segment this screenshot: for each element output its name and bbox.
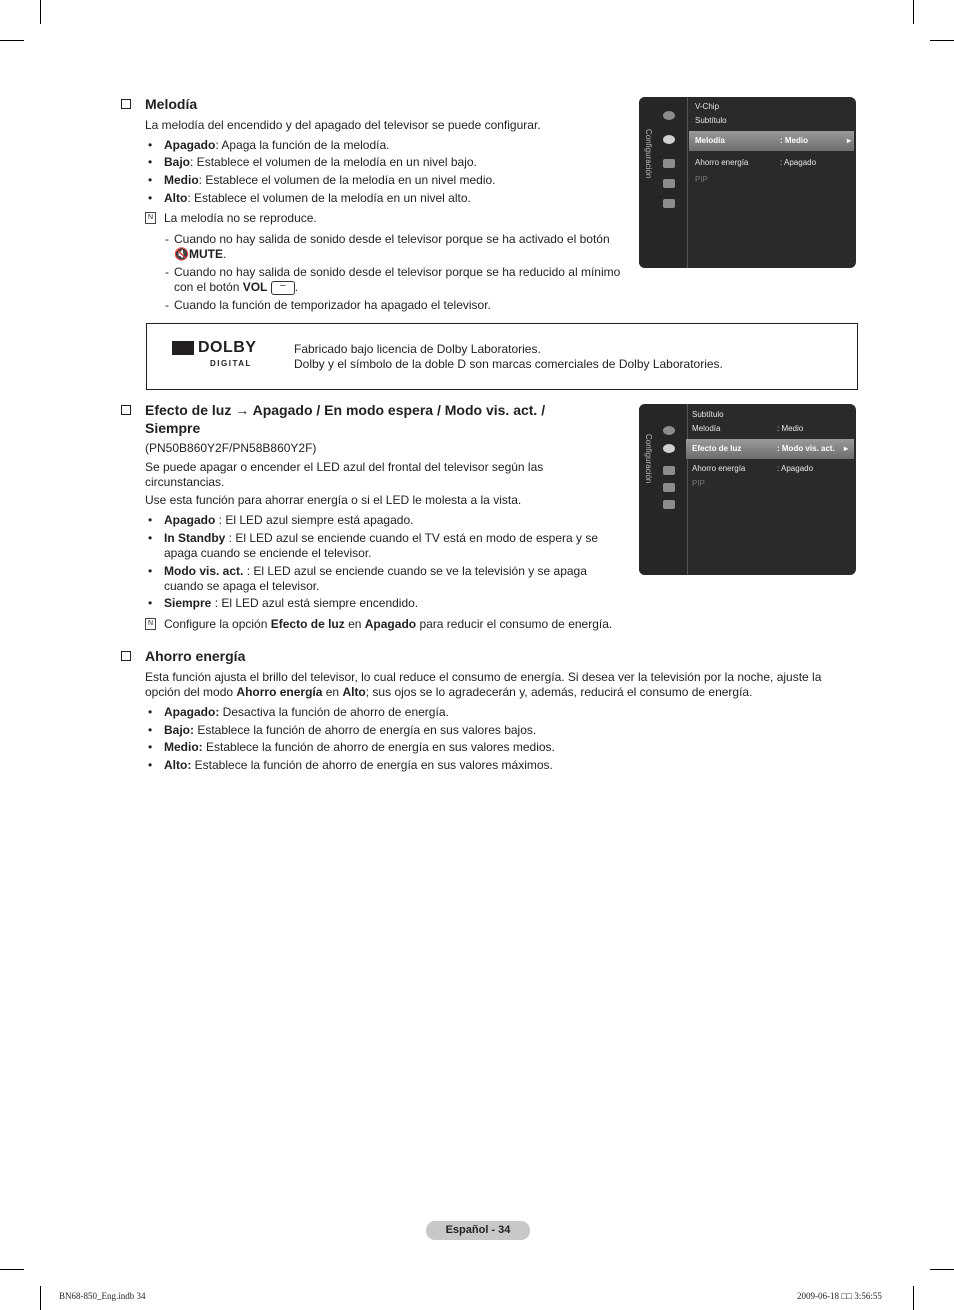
- note-icon: N: [145, 618, 156, 630]
- item-desc-cont: cuando se apaga el televisor.: [164, 579, 320, 593]
- item-desc: : El LED azul se enciende cuando se ve la televisión y se apaga: [243, 564, 587, 578]
- mute-label: MUTE: [188, 247, 223, 261]
- item-desc: Establece la función de ahorro de energía en sus valores medios.: [202, 740, 555, 754]
- item-desc-cont: apaga cuando se enciende el televisor.: [164, 546, 372, 560]
- menu-row-label: Melodía: [695, 136, 725, 145]
- vol-line: con el botón VOL – .: [174, 279, 299, 294]
- item-term: Siempre: [164, 596, 212, 610]
- paragraph: Se puede apagar o encender el LED azul del frontal del televisor según las: [145, 460, 544, 474]
- picture-icon: [663, 426, 675, 435]
- item-desc: : El LED azul siempre está apagado.: [215, 513, 414, 527]
- arrow-right-icon: ▸: [847, 136, 852, 145]
- section-title-text: Ahorro energía: [145, 648, 246, 664]
- menu-row-value: : Medio: [777, 424, 804, 433]
- application-icon: [663, 179, 675, 188]
- crop-mark: [40, 0, 41, 24]
- menu-row-label: V-Chip: [695, 102, 720, 111]
- paragraph: circunstancias.: [145, 475, 225, 489]
- checkbox-bullet-icon: [121, 405, 131, 415]
- item-term: Medio:: [164, 740, 203, 754]
- support-icon: [663, 500, 675, 509]
- intro-text: La melodía del encendido y del apagado del televisor se puede configurar.: [145, 118, 541, 132]
- menu-sidebar: [639, 404, 688, 575]
- note-part: Configure la opción: [164, 617, 271, 631]
- note-text: [164, 617, 612, 632]
- menu-row-label: Melodía: [692, 424, 721, 433]
- item-desc: : El LED azul se enciende cuando el TV está en modo de espera y se: [225, 531, 599, 545]
- text-term: Alto: [342, 685, 366, 699]
- menu-row: [695, 175, 708, 184]
- menu-category-label: Configuración: [644, 129, 653, 179]
- double-d-icon: [172, 341, 194, 355]
- item-desc: : Establece el volumen de la melodía en un nivel bajo.: [190, 155, 477, 169]
- section-efecto-de-luz: [121, 401, 545, 437]
- dolby-sub: DIGITAL: [210, 359, 252, 368]
- crop-mark: [913, 0, 914, 24]
- menu-sidebar: [639, 97, 688, 268]
- note-part: para reducir el consumo de energía.: [416, 617, 613, 631]
- vol-pre: con el botón: [174, 280, 243, 294]
- menu-row: [692, 424, 804, 433]
- item-desc: Establece la función de ahorro de energía en sus valores máximos.: [191, 758, 553, 772]
- crop-mark: [913, 1286, 914, 1310]
- dash-text: Cuando no hay salida de sonido desde el televisor porque se ha activado el botón: [174, 232, 610, 246]
- model-numbers: (PN50B860Y2F/PN58B860Y2F): [145, 441, 317, 455]
- dash-text: Cuando no hay salida de sonido desde el televisor porque se ha reducido al mínimo: [174, 265, 621, 279]
- section-title: [121, 647, 245, 665]
- paragraph: Use esta función para ahorrar energía o si el LED le molesta a la vista.: [145, 493, 522, 507]
- checkbox-bullet-icon: [121, 651, 131, 661]
- item-desc: : Establece el volumen de la melodía en un nivel medio.: [198, 173, 496, 187]
- tv-menu-screenshot: [639, 404, 856, 575]
- dolby-line-1: Fabricado bajo licencia de Dolby Laboratories.: [294, 342, 541, 356]
- input-icon: [663, 466, 675, 475]
- text-part: ; sus ojos se lo agradecerán y, además, reducirá el consumo de energía.: [365, 685, 753, 699]
- item-term: Bajo:: [164, 723, 194, 737]
- dash-text: Cuando la función de temporizador ha apagado el televisor.: [174, 298, 491, 312]
- item-term: Alto: [164, 191, 188, 205]
- item-term: In Standby: [164, 531, 226, 545]
- section-title-line2: Siempre: [145, 420, 201, 436]
- dolby-line-2: Dolby y el símbolo de la doble D son marcas comerciales de Dolby Laboratories.: [294, 357, 723, 371]
- text-term: Ahorro energía: [236, 685, 323, 699]
- dolby-word: DOLBY: [198, 339, 257, 356]
- menu-row-label: Efecto de luz: [692, 444, 742, 453]
- text-part: en: [322, 685, 343, 699]
- item-term: Medio: [164, 173, 199, 187]
- vol-label: VOL: [242, 280, 268, 294]
- dolby-logo: [172, 341, 267, 371]
- menu-row-label: Ahorro energía: [695, 158, 749, 167]
- menu-row-label: PIP: [695, 175, 708, 184]
- note-part: en: [344, 617, 365, 631]
- vol-minus-icon: –: [271, 281, 295, 295]
- section-ahorro-energia: [121, 647, 245, 665]
- item-desc: : El LED azul está siempre encendido.: [211, 596, 419, 610]
- menu-row-value: : Apagado: [780, 158, 817, 167]
- section-title-text: Efecto de luz → Apagado / En modo espera / Modo vis. act. /: [145, 402, 546, 418]
- item-desc: : Establece el volumen de la melodía en un nivel alto.: [187, 191, 471, 205]
- crop-mark: [0, 1269, 24, 1270]
- menu-row-label: Ahorro energía: [692, 464, 746, 473]
- section-title: [121, 401, 545, 419]
- menu-row: [692, 410, 724, 419]
- note-text: La melodía no se reproduce.: [164, 211, 317, 225]
- note-term: Apagado: [364, 617, 417, 631]
- paragraph: [145, 685, 752, 700]
- menu-row: [695, 116, 727, 125]
- text-part: opción del modo: [145, 685, 237, 699]
- setup-gear-icon: [663, 444, 675, 453]
- picture-icon: [663, 111, 675, 120]
- menu-row-label: PIP: [692, 479, 705, 488]
- item-term: Apagado: [164, 138, 216, 152]
- item-desc: Desactiva la función de ahorro de energía.: [219, 705, 449, 719]
- note-icon: N: [145, 212, 156, 224]
- menu-row-label: Subtítulo: [695, 116, 727, 125]
- footer-file: BN68-850_Eng.indb 34: [59, 1291, 146, 1301]
- note-term: Efecto de luz: [270, 617, 345, 631]
- crop-mark: [930, 40, 954, 41]
- menu-row: [692, 464, 814, 473]
- mute-icon: 🔇: [174, 247, 189, 261]
- item-desc: : Apaga la función de la melodía.: [215, 138, 390, 152]
- section-melodia: [121, 95, 197, 113]
- item-term: Modo vis. act.: [164, 564, 244, 578]
- item-term: Alto:: [164, 758, 192, 772]
- application-icon: [663, 483, 675, 492]
- setup-gear-icon: [663, 135, 675, 144]
- arrow-right-icon: ▸: [844, 444, 849, 453]
- mute-line: 🔇MUTE.: [174, 247, 227, 261]
- menu-category-label: Configuración: [644, 434, 653, 484]
- menu-row: [695, 136, 850, 145]
- menu-row-label: Subtítulo: [692, 410, 724, 419]
- support-icon: [663, 199, 675, 208]
- menu-row: [695, 158, 817, 167]
- section-title-text: Melodía: [145, 96, 198, 112]
- input-icon: [663, 159, 675, 168]
- menu-row-value: : Medio: [780, 136, 808, 145]
- item-term: Bajo: [164, 155, 191, 169]
- tv-menu-screenshot: [639, 97, 856, 268]
- crop-mark: [930, 1269, 954, 1270]
- menu-row: [695, 102, 719, 111]
- item-term: Apagado:: [164, 705, 220, 719]
- menu-row-value: : Modo vis. act.: [777, 444, 835, 453]
- crop-mark: [40, 1286, 41, 1310]
- menu-row-value: : Apagado: [777, 464, 814, 473]
- dolby-notice: [146, 323, 858, 390]
- crop-mark: [0, 40, 24, 41]
- item-desc: Establece la función de ahorro de energía en sus valores bajos.: [194, 723, 537, 737]
- page-number-badge: Español - 34: [426, 1221, 530, 1240]
- menu-row: [692, 444, 852, 453]
- footer-date: 2009-06-18 □□ 3:56:55: [797, 1291, 882, 1301]
- checkbox-bullet-icon: [121, 99, 131, 109]
- menu-row: [692, 479, 705, 488]
- item-term: Apagado: [164, 513, 216, 527]
- paragraph: Esta función ajusta el brillo del televisor, lo cual reduce el consumo de energía. Si desea ver la televisión por la noche, ajuste la: [145, 670, 822, 684]
- section-title: [121, 95, 197, 113]
